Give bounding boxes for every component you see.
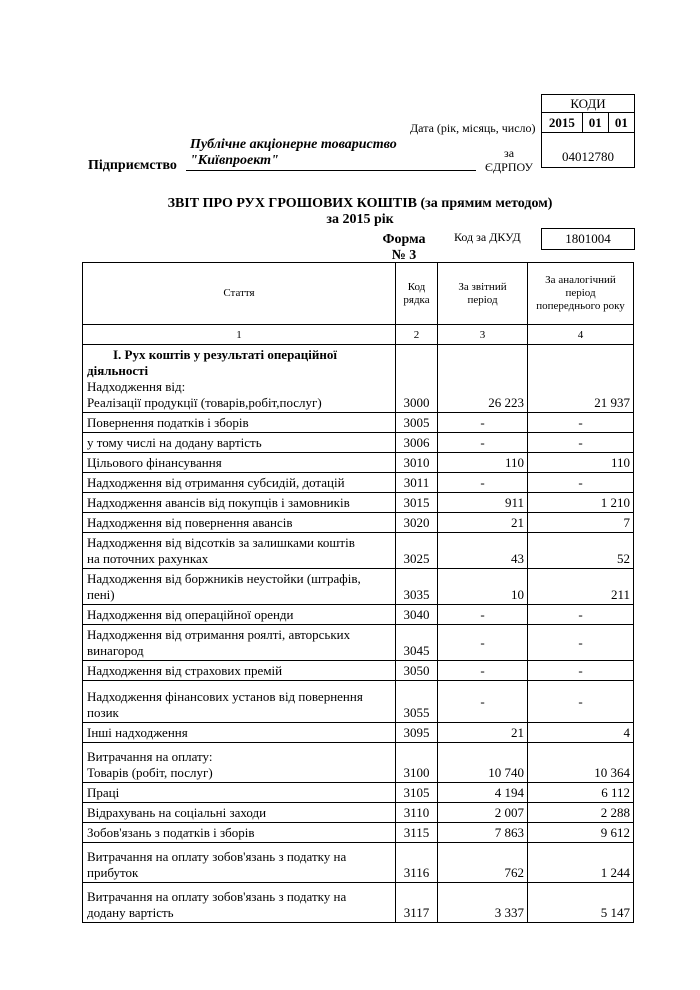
row-code: 3000 [396, 345, 438, 413]
row-label [83, 625, 396, 661]
col-header-previous-line1: За аналогічний [545, 274, 616, 286]
col-index-3: 3 [438, 325, 528, 345]
edrpou-label [484, 146, 534, 174]
table-row [83, 605, 634, 625]
col-header-previous [528, 263, 634, 325]
row-label-line2: позик [87, 705, 119, 720]
row-current: 7 863 [438, 823, 528, 843]
form-number-line1: Форма [382, 232, 426, 247]
date-month: 01 [582, 113, 608, 133]
row-code: 3025 [396, 533, 438, 569]
row-current: 21 [438, 723, 528, 743]
table-row [83, 681, 634, 723]
enterprise-name [190, 137, 397, 169]
row-current: 911 [438, 493, 528, 513]
codes-label: КОДИ [542, 95, 635, 113]
row-label-line1: Надходження фінансових установ від повернення [87, 689, 363, 704]
enterprise-name-line2: "Київпроект" [190, 153, 279, 168]
row-label [83, 681, 396, 723]
row-label-line2: на поточних рахунках [87, 551, 209, 566]
row-previous: 4 [528, 723, 634, 743]
row-current: - [438, 413, 528, 433]
col-header-article: Стаття [83, 263, 396, 325]
row-code: 3116 [396, 843, 438, 883]
row-code: 3110 [396, 803, 438, 823]
row-label [83, 843, 396, 883]
row-code: 3020 [396, 513, 438, 533]
row-label: Цільового фінансування [83, 453, 396, 473]
row-label: Інші надходження [83, 723, 396, 743]
row-current: 43 [438, 533, 528, 569]
row-current: 10 [438, 569, 528, 605]
table-row [83, 569, 634, 605]
row-label-line1: Витрачання на оплату зобов'язань з податку на [87, 849, 347, 864]
table-row [83, 743, 634, 783]
row-previous: 7 [528, 513, 634, 533]
table-row [83, 661, 634, 681]
row-label: Надходження від страхових премій [83, 661, 396, 681]
row-previous: 21 937 [528, 345, 634, 413]
edrpou-label-line1: за [503, 146, 515, 160]
row-label: у тому числі на додану вартість [83, 433, 396, 453]
row-code: 3105 [396, 783, 438, 803]
codes-table [541, 94, 635, 168]
row-code: 3040 [396, 605, 438, 625]
row-label-line1: Витрачання на оплату зобов'язань з податку на [87, 889, 347, 904]
row-label-line1: Надходження від боржників неустойки (штрафів, [87, 571, 361, 586]
row-code: 3100 [396, 743, 438, 783]
row-label: Зобов'язань з податків і зборів [83, 823, 396, 843]
row-previous: - [528, 661, 634, 681]
row-label-line1: Надходження від отримання роялті, авторських [87, 627, 351, 642]
col-index-2: 2 [396, 325, 438, 345]
row-label: Відрахувань на соціальні заходи [83, 803, 396, 823]
row-previous: - [528, 625, 634, 661]
row-prefix: Надходження від: [87, 379, 186, 394]
table-row [83, 513, 634, 533]
row-label-line2: пені) [87, 587, 115, 602]
date-year: 2015 [542, 113, 583, 133]
form-number [378, 232, 430, 264]
row-label-line2: винагород [87, 643, 144, 658]
row-label: Надходження авансів від покупців і замовників [83, 493, 396, 513]
enterprise-underline [186, 170, 476, 171]
row-previous: 10 364 [528, 743, 634, 783]
section-title-line2: діяльності [87, 363, 149, 378]
row-previous: 2 288 [528, 803, 634, 823]
table-row [83, 723, 634, 743]
col-header-code-line2: рядка [403, 293, 430, 306]
table-row [83, 433, 634, 453]
edrpou-value: 04012780 [542, 133, 635, 168]
row-code: 3035 [396, 569, 438, 605]
cash-flow-table [82, 262, 634, 923]
column-index-row [83, 325, 634, 345]
report-title-line2: за 2015 рік [326, 212, 394, 227]
row-current: - [438, 433, 528, 453]
row-current: 762 [438, 843, 528, 883]
col-header-previous-line2: період [565, 287, 596, 299]
col-index-1: 1 [83, 325, 396, 345]
row-label: Надходження від повернення авансів [83, 513, 396, 533]
table-row [83, 345, 634, 413]
row-previous: 9 612 [528, 823, 634, 843]
row-previous: - [528, 433, 634, 453]
dkud-label: Код за ДКУД [454, 230, 521, 244]
row-previous: - [528, 413, 634, 433]
row-label-text: Товарів (робіт, послуг) [87, 765, 213, 780]
row-code: 3045 [396, 625, 438, 661]
row-label [83, 345, 396, 413]
table-row [83, 625, 634, 661]
row-current: 3 337 [438, 883, 528, 923]
col-index-4: 4 [528, 325, 634, 345]
date-label: Дата (рік, місяць, число) [410, 121, 536, 135]
table-row [83, 843, 634, 883]
row-current: - [438, 625, 528, 661]
row-current: - [438, 661, 528, 681]
row-previous: 110 [528, 453, 634, 473]
row-current: 21 [438, 513, 528, 533]
row-label-text: Реалізації продукції (товарів,робіт,послуг) [87, 395, 322, 410]
dkud-box [541, 228, 635, 250]
row-code: 3015 [396, 493, 438, 513]
row-previous: 1 244 [528, 843, 634, 883]
row-previous: 1 210 [528, 493, 634, 513]
col-header-current-line1: За звітний [458, 280, 507, 293]
col-header-code [396, 263, 438, 325]
table-row [83, 883, 634, 923]
row-previous: 211 [528, 569, 634, 605]
row-label-line2: прибуток [87, 865, 139, 880]
row-label-line2: додану вартість [87, 905, 174, 920]
table-row [83, 453, 634, 473]
row-label: Надходження від операційної оренди [83, 605, 396, 625]
row-current: - [438, 473, 528, 493]
row-current: 26 223 [438, 345, 528, 413]
row-previous: 5 147 [528, 883, 634, 923]
row-label: Надходження від отримання субсидій, дотацій [83, 473, 396, 493]
col-header-current [438, 263, 528, 325]
dkud-value: 1801004 [565, 231, 611, 246]
row-label: Праці [83, 783, 396, 803]
row-label [83, 883, 396, 923]
row-code: 3095 [396, 723, 438, 743]
row-previous: - [528, 605, 634, 625]
table-row [83, 493, 634, 513]
row-prefix: Витрачання на оплату: [87, 749, 213, 764]
row-code: 3117 [396, 883, 438, 923]
row-current: 4 194 [438, 783, 528, 803]
row-current: - [438, 605, 528, 625]
table-row [83, 803, 634, 823]
table-row [83, 473, 634, 493]
row-current: 110 [438, 453, 528, 473]
row-label [83, 569, 396, 605]
date-day: 01 [608, 113, 634, 133]
section-title-line1: І. Рух коштів у результаті операційної [113, 347, 338, 362]
row-code: 3055 [396, 681, 438, 723]
row-current: 2 007 [438, 803, 528, 823]
table-header-row [83, 263, 634, 325]
row-code: 3115 [396, 823, 438, 843]
table-row [83, 783, 634, 803]
table-row [83, 413, 634, 433]
row-label [83, 533, 396, 569]
row-previous: 52 [528, 533, 634, 569]
row-current: - [438, 681, 528, 723]
enterprise-label: Підприємство [88, 158, 177, 173]
row-label [83, 743, 396, 783]
row-code: 3010 [396, 453, 438, 473]
row-label: Повернення податків і зборів [83, 413, 396, 433]
report-title-line1: ЗВІТ ПРО РУХ ГРОШОВИХ КОШТІВ (за прямим методом) [167, 196, 553, 211]
row-previous: - [528, 681, 634, 723]
col-header-code-line1: Код [407, 280, 426, 293]
row-previous: - [528, 473, 634, 493]
row-current: 10 740 [438, 743, 528, 783]
table-row [83, 823, 634, 843]
row-code: 3006 [396, 433, 438, 453]
col-header-current-line2: період [467, 293, 498, 306]
enterprise-name-line1: Публічне акціонерне товариство [190, 137, 397, 152]
row-previous: 6 112 [528, 783, 634, 803]
edrpou-label-line2: ЄДРПОУ [485, 160, 533, 174]
row-code: 3005 [396, 413, 438, 433]
row-label-line1: Надходження від відсотків за залишками коштів [87, 535, 355, 550]
row-code: 3050 [396, 661, 438, 681]
form-number-line2: № 3 [391, 248, 417, 263]
row-code: 3011 [396, 473, 438, 493]
table-row [83, 533, 634, 569]
col-header-previous-line3: попереднього року [536, 300, 625, 312]
codes-box [541, 94, 635, 168]
report-title [60, 196, 660, 228]
